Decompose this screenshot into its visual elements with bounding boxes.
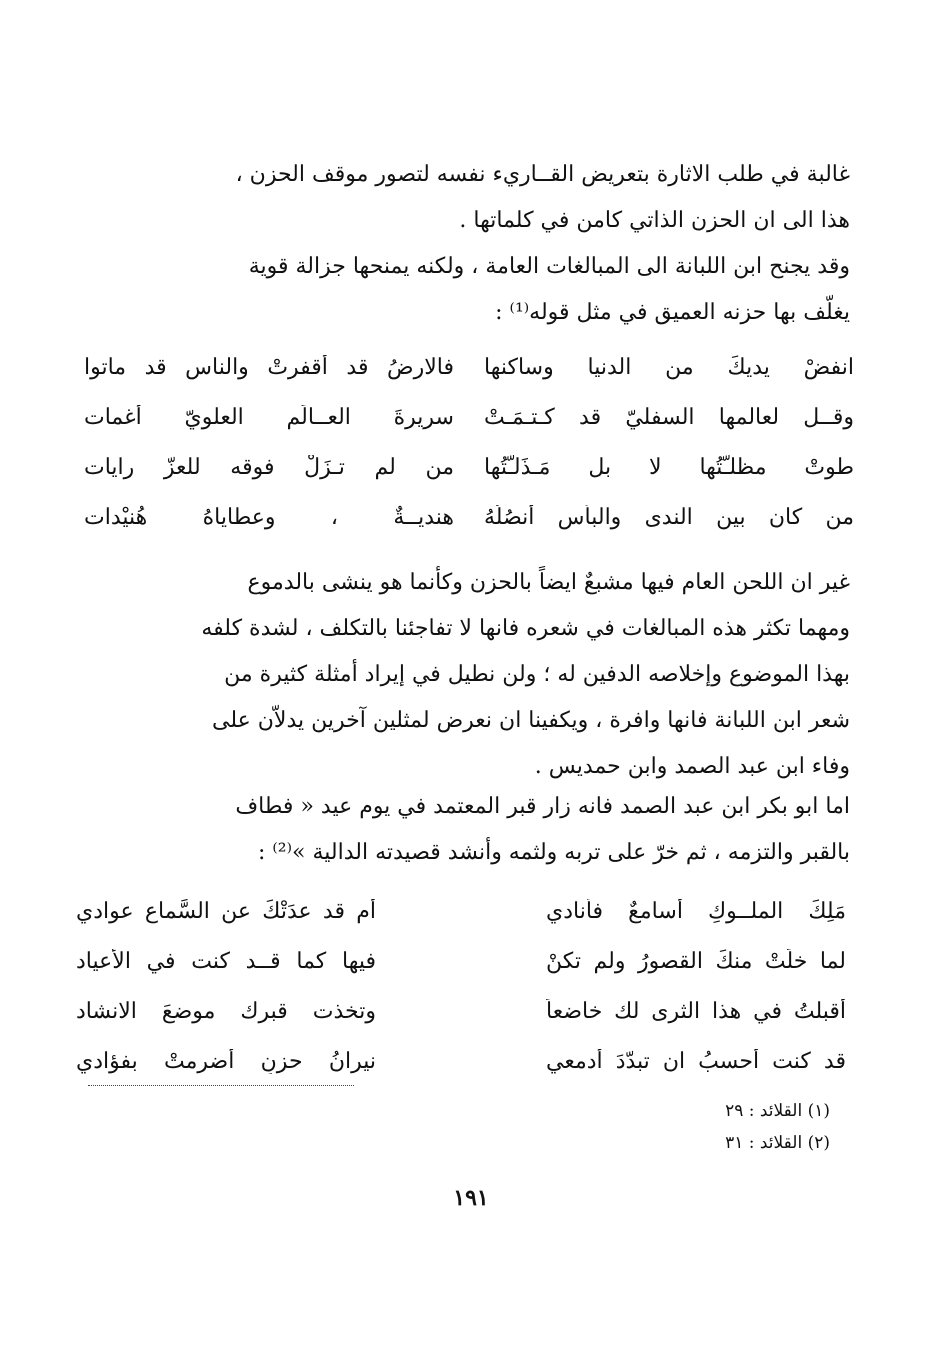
footnotes: [725, 1095, 830, 1159]
text-line: غير ان اللحن العام فيها مشبعٌ ايضاً بالحزن وكأنما هو ينشى بالدموع: [247, 570, 850, 595]
paragraph-4: [88, 784, 850, 876]
text-line: هذا الى ان الحزن الذاتي كامن في كلماتها .: [459, 208, 850, 233]
verse-line: [76, 1036, 846, 1086]
first-hemistich: انفضْ يديكَ من الدنيا وساكنها: [484, 354, 854, 380]
paragraph-2: [88, 244, 850, 336]
verse-line: [84, 342, 854, 392]
second-hemistich: هنديــةٌ ، وعطاياهُ هُنيْدات: [84, 504, 454, 530]
second-hemistich: من لم تـزَلْ فوقه للعزّ رايات: [84, 454, 454, 480]
text-line: اما ابو بكر ابن عبد الصمد فانه زار قبر المعتمد في يوم عيد « فطاف: [235, 794, 850, 819]
verse-line: [76, 936, 846, 986]
verse-line: [76, 886, 846, 936]
verse-line: [84, 392, 854, 442]
first-hemistich: وقــل لعالمها السفليّ قد كـتـمَـتْ: [484, 404, 854, 430]
first-hemistich: أقبلتُ في هذا الثرى لك خاضعاً: [546, 998, 846, 1024]
text-line: بالقبر والتزمه ، ثم خرّ على تربه ولثمه وأنشد قصيدته الدالية »⁽²⁾ :: [257, 840, 850, 865]
second-hemistich: فيها كما قــد كنت في الأعياد: [76, 948, 376, 974]
second-hemistich: فالارضُ قد أقفرتْ والناس قد ماتوا: [84, 354, 454, 380]
footnote-1: (١) القلائد : ٢٩: [725, 1101, 830, 1121]
second-hemistich: أم قد عدَتْكَ عن السَّماعِ عوادي: [76, 898, 376, 924]
footnote-divider: [88, 1085, 354, 1086]
text-line: بهذا الموضوع وإخلاصه الدفين له ؛ ولن نطيل في إيراد أمثلة كثيرة من: [224, 662, 850, 687]
text-line: وفاء ابن عبد الصمد وابن حمديس .: [534, 754, 850, 779]
text-line: شعر ابن اللبانة فانها وافرة ، ويكفينا ان نعرض لمثلين آخرين يدلاّن على: [212, 708, 850, 733]
first-hemistich: من كان بين الندى والبأس أنصُلُهُ: [484, 504, 854, 530]
verse-line: [76, 986, 846, 1036]
first-hemistich: قد كنت أحسبُ ان تبدّدَ أدمعي: [546, 1048, 846, 1074]
second-hemistich: وتخذت قبرك موضعَ الانشاد: [76, 998, 376, 1024]
second-hemistich: سريرةَ العــالَمِ العلويّ أغمات: [84, 404, 454, 430]
poem-1: [84, 342, 854, 542]
verse-line: [84, 442, 854, 492]
paragraph-3: [88, 560, 850, 790]
footnote-2: (٢) القلائد : ٣١: [725, 1133, 830, 1153]
text-line: غالبة في طلب الاثارة بتعريض القــاريء نفسه لتصور موقف الحزن ،: [235, 162, 850, 187]
poem-2: [16, 886, 854, 1086]
page-number: ١٩١: [453, 1185, 489, 1211]
text-line: وقد يجنح ابن اللبانة الى المبالغات العامة ، ولكنه يمنحها جزالة قوية: [248, 254, 850, 279]
text-line: يغلّف بها حزنه العميق في مثل قوله⁽¹⁾ :: [495, 300, 850, 325]
paragraph-1: [88, 152, 850, 244]
verse-line: [84, 492, 854, 542]
first-hemistich: مَلِكَ الملــوكِ أسامعٌ فأنادي: [546, 898, 846, 924]
first-hemistich: لما خلَتْ منكَ القصورُ ولم تكنْ: [546, 948, 846, 974]
second-hemistich: نيرانُ حزنٍ أضرمتْ بفؤادي: [76, 1048, 376, 1074]
text-line: ومهما تكثر هذه المبالغات في شعره فانها لا تفاجئنا بالتكلف ، لشدة كلفه: [201, 616, 850, 641]
first-hemistich: طوتْ مظلـّتُها لا بل مَـذَلـّتُها: [484, 454, 854, 480]
